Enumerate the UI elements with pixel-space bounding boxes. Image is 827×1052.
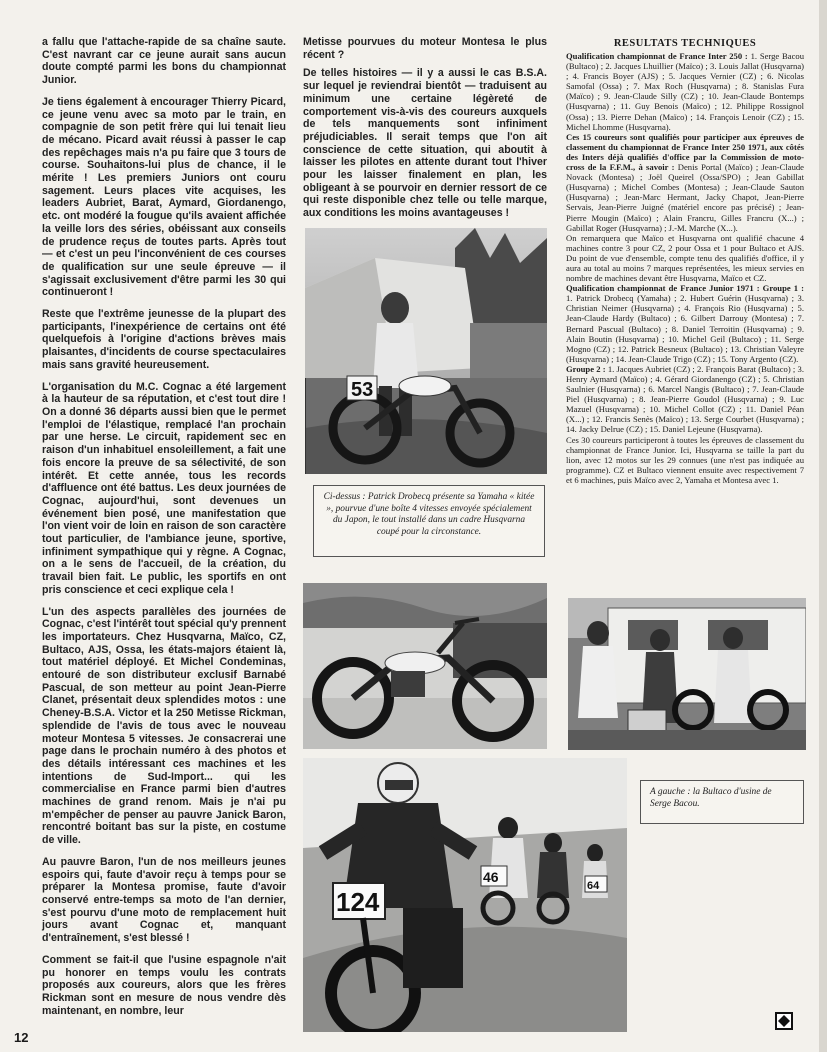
paragraph: a fallu que l'attache-rapide de sa chaîne saute. C'est navrant car ce jeune aurait sans aucun doute compté parmi les bons du championnat Junior. [42, 36, 286, 87]
page-gutter [819, 0, 827, 1052]
diamond-icon [777, 1014, 791, 1028]
results-list: 1. Serge Bacou (Bultaco) ; 2. Jacques Lhuillier (Maïco) ; 3. Louis Jallat (Husqvarna) ; 4. Francis Boyer (AJS) ; 5. Jacques Vernier (CZ) ; 6. Nicolas Samofal (Ossa) ; 7. Max Roch (Husqvarna) ; 8. Stanislas Fura (Maïco) ; 9. Jean-Claude Silly (CZ) ; 10. Jean-Claude Bontemps (Husqvarna) ; 11. Guy Benois (Maïco) ; 12. Philippe Rossignol (Ossa) ; 13. Pierre Dehan (Maïco) ; 14. François Lenoir (CZ) ; 15. Michel Lhomme (Husqvarna). [566, 51, 804, 132]
section-heading: Qualification championnat de France Junior 1971 : Groupe 1 : [566, 283, 804, 294]
results-list: 1. Jacques Aubriet (CZ) ; 2. François Barat (Bultaco) ; 3. Henry Aymard (Maïco) ; 4. Gérard Giordanengo (CZ) ; 5. Christian Saulnier (Husqvarna) ; 6. Marcel Nangis (Bultaco) ; 7. Jean-Claude Piel (Husqvarna) ; 8. Jean-Pierre Goudol (Husqvarna) ; 9. Luc Mazuel (Husqvarna) ; 10. Michel Collot (CZ) ; 11. Daniel Péan (X...) ; 12. Francis Senès (Maïco) ; 13. Serge Courbet (Husqvarna) ; 14. Jacky Delrue (CZ) ; 15. Daniel Lejeune (Husqvarna). [566, 363, 804, 435]
photo-image [305, 228, 547, 474]
results-list: 1. Patrick Drobecq (Yamaha) ; 2. Hubert Guérin (Husqvarna) ; 3. Christian Neimer (Husqvarna) ; 4. François Rio (Husqvarna) ; 5. Jean-Claude Hardy (Bultaco) ; 6. Gilbert Darrouy (Montesa) ; 7. Bernard Pascual (Bultaco) ; 8. Daniel Terroitin (Husqvarna) ; 9. Alain Boutin (Husqvarna) ; 10. Michel Geil (Bultaco) ; 11. Serge Mogno (CZ) ; 12. Patrick Besneux (Bultaco) ; 13. Christian Valeyre (Husqvarna) ; 14. Jean-Claude Trigo (CZ) ; 15. Tony Argento (CZ). [566, 293, 804, 364]
race-number-plate: 64 [587, 880, 600, 892]
results-qualified-office [566, 132, 804, 233]
photo-race-action [303, 758, 627, 1032]
paragraph: L'un des aspects parallèles des journées de Cognac, c'est l'intérêt tout spécial qu'y prennent les importateurs. Chez Husqvarna, Maïco, CZ, Bultaco, AJS, Ossa, les états-majors étaient là, tout matériel déployé. Et Michel Condeminas, entouré de son distributeur exclusif Barnabé Pascual, de son metteur au point Jean-Pierre Clanet, présentait deux splendides motos : une Cheney-B.S.A. Victor et la 250 Metisse Rickman, splendide de l'avis de tous avec le nouveau moteur Montesa 5 vitesses. Je consacrerai une page dans le prochain numéro à des photos et des détails intéressant ces machines et les intentions de Sud-Import... qui les commercialise en France parmi bien d'autres machines de grand renom. Mais je n'ai pu m'empêcher de penser au pauvre Janick Baron, rencontré boitant bas sur la piste, en costume de ville. [42, 605, 286, 847]
article-column-2 [303, 36, 547, 226]
section-heading: Ces 15 coureurs sont qualifiés pour participer aux épreuves de classement du championnat de France Inter 250 1971, aux côtés des Inters déjà qualifiés d'office par la Commission de moto-cross de la F.F.M., à savoir : [566, 131, 804, 173]
results-junior-group-2 [566, 364, 804, 435]
caption-text: A gauche : la Bultaco d'usine de Serge Bacou. [650, 787, 772, 809]
results-junior-group-1 [566, 283, 804, 364]
section-heading: Groupe 2 : [566, 363, 606, 374]
photo-image [303, 583, 547, 749]
race-number-plate: 53 [351, 379, 374, 401]
photo-image [303, 758, 627, 1032]
paragraph: Au pauvre Baron, l'un de nos meilleurs jeunes espoirs qui, faute d'avoir reçu à temps pour se préparer la Montesa promise, faute d'avoir conservé entre-temps sa moto de l'an dernier, s'est pourvu d'une moto de remplacement huit jours avant Cognac et, manquant d'entraînement, s'est blessé ! [42, 855, 286, 945]
paragraph: Je tiens également à encourager Thierry Picard, ce jeune venu avec sa moto par le train, en compagnie de son petit frère qui lui tenait lieu de mécano. Picard avait réussi à passer le cap des repêchages mais n'a pu faire que 3 tours de course. Souhaitons-lui plus de chance, il le mérite ! Les premiers Juniors ont couru sagement. Leurs places vite acquises, les leaders Aubriet, Barat, Aymard, Giordanengo, etc. ont modéré la fougue qu'ils avaient affichée la veille lors des séries, obéissant aux conseils de prudence reçus de toutes parts. Après tout — et c'est un peu l'inconvénient de ces courses de qualification sur une seule épreuve — il s'agissait exclusivement d'être parmi les 30 qui continueront ! [42, 95, 286, 299]
results-inter-250 [566, 51, 804, 132]
race-number-plate: 124 [336, 887, 380, 917]
results-column [566, 38, 804, 485]
race-number-plate: 46 [483, 869, 499, 885]
results-list: Denis Portal (Maïco) ; Jean-Claude Novack (Montesa) ; Joël Queirel (Ossa/SPO) ; Jean Gabillat (Husqvarna) ; Michel Combes (Montesa) ; Jean-Claude Sauton (Husqvarna) ; Jean-Marc Hermant, Jacky Chapot, Jean-Pierre Servais, Jean-Pierre Juigné (matériel encore pas précisé) ; Jean-Pierre Mougin (Maïco) ; Alain Francru, Gilles Francru (X...) ; Gabillat Roger (Husqvarna) ; J.-M. Marche (X...). [566, 162, 804, 233]
photo-caption-drobecq [313, 485, 545, 557]
paragraph: De telles histoires — il y a aussi le cas B.S.A. sur lequel je reviendrai bientôt — traduisent au minimum une certaine légèreté de comportement vis-à-vis des coureurs auxquels de tels manquements sont infiniment préjudiciables. Il serait temps que l'on ait conscience de cette situation, qui aboutit à laisser les pilotes en attente durant tout l'hiver pour les laisser finalement en plan, les obligeant à se pourvoir en dernier ressort de ce qui reste disponible chez telle ou telle marque, aux conditions les moins avantageuses ! [303, 67, 547, 220]
photo-caption-bultaco [640, 780, 804, 824]
caption-text: Ci-dessus : Patrick Drobecq présente sa Yamaha « kitée », pourvue d'une boîte 4 vitesses envoyée spécialement du Japon, le tout installé dans un cadre Husqvarna coupé pour la circonstance. [323, 492, 535, 537]
photo-drobecq-yamaha [305, 228, 547, 474]
results-final: Ces 30 coureurs participeront à toutes les épreuves de classement du championnat de France Junior. Ici, Husqvarna se taille la part du lion, avec 12 motos sur les 29 connues (une n'est pas indiquée au programme). CZ et Bultaco viennent ensuite avec respectivement 7 et 6 machines, puis Maïco avec 2, Yamaha et Montesa avec 1. [566, 434, 804, 485]
end-of-article-icon [775, 1012, 793, 1030]
photo-paddock [568, 598, 806, 750]
section-heading: Qualification championnat de France Inter 250 : [566, 51, 748, 61]
paragraph: Reste que l'extrême jeunesse de la plupart des participants, l'inexpérience de certains ont été quelquefois à l'origine d'actions brèves mais plaisantes, d'incidents de course spectaculaires mais sans gravité heureusement. [42, 308, 286, 371]
paragraph: Comment se fait-il que l'usine espagnole n'ait pu honorer en temps voulu les contrats proposés aux coureurs, alors que les frères Rickman sont en mesure de nous vendre dès maintenant, en nombre, leur [42, 953, 286, 1017]
paragraph: L'organisation du M.C. Cognac a été largement à la hauteur de sa réputation, et c'est tout dire ! On a donné 36 départs aussi bien que le permet l'emploi de l'élastique, remplacé l'an prochain par une herse. Le circuit, rapidement sec en raison d'un inhabituel ensoleillement, a fait une fois encore la preuve de sa sélectivité, de son intérêt. Et cette année, tous les records d'affluence ont été battus. Les deux journées de Cognac, aujourd'hui, sont devenues un événement bien posé, une manifestation que l'on vient voir de loin en raison de son caractère tout particulier, de l'ambiance jeune, sportive, infiniment sympathique qui y règne. A Cognac, on a le sens de l'accueil, de la création, du travail bien fait. Le public, les sportifs en ont pris conscience et ceci explique cela ! [42, 380, 286, 596]
results-title: RESULTATS TECHNIQUES [613, 38, 757, 49]
results-remark: On remarquera que Maïco et Husqvarna ont qualifié chacune 4 machines contre 3 pour CZ, 2 pour Ossa et 1 pour Bultaco et AJS. Du point de vue d'ensemble, compte tenu des qualifiés d'office, il y aura au total au moins 7 marques représentées, les mieux servies en nombre de machines devant être Husqvarna, Maïco et CZ. [566, 232, 804, 284]
article-column-1 [42, 36, 286, 1026]
paragraph: Metisse pourvues du moteur Montesa le plus récent ? [303, 36, 547, 61]
page-number: 12 [14, 1030, 29, 1045]
photo-bultaco [303, 583, 547, 749]
photo-image [568, 598, 806, 750]
